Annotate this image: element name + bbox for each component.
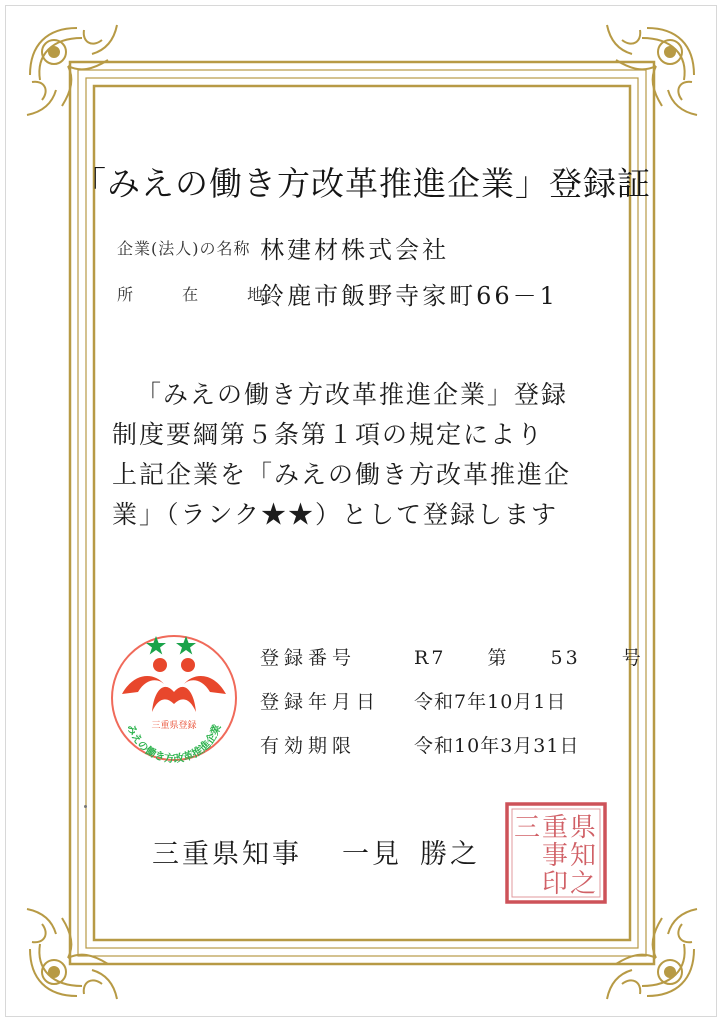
expiry-date-row (260, 730, 644, 774)
signature-line (152, 832, 480, 871)
address-value: 鈴鹿市飯野寺家町66－1 (260, 282, 558, 310)
address-row (117, 276, 558, 311)
signer-given-name: 勝之 (420, 839, 480, 870)
registration-date-value: 令和7年10月1日 (414, 691, 567, 713)
registration-date-row (260, 686, 644, 730)
emblem-ring-text: みえの働き方改革推進企業 (124, 723, 224, 764)
svg-text:県: 県 (569, 813, 597, 843)
registration-date-label: 登録年月日 (260, 691, 381, 713)
svg-text:印: 印 (541, 869, 569, 899)
body-line: 「みえの働き方改革推進企業」登録 (136, 380, 569, 409)
svg-text:知: 知 (569, 841, 597, 871)
registration-emblem-logo (108, 632, 240, 764)
certificate-title: 「みえの働き方改革推進企業」登録証 (73, 164, 651, 203)
registration-number-value: R7 第 53 号 (414, 647, 644, 669)
registration-number-row (260, 642, 644, 686)
body-line: 業」（ランク★★）として登録します (112, 500, 559, 529)
corner-ornament-bottom-right (592, 894, 702, 1004)
svg-text:三: 三 (513, 813, 541, 843)
official-seal-stamp (503, 800, 609, 906)
registration-number-label: 登録番号 (260, 647, 357, 669)
corner-ornament-top-right (592, 20, 702, 130)
expiry-date-value: 令和10年3月31日 (414, 735, 580, 757)
registration-details (260, 642, 644, 774)
corner-ornament-bottom-left (22, 894, 132, 1004)
corner-ornament-top-left (22, 20, 132, 130)
stray-mark (84, 805, 87, 808)
company-label: 企業(法人)の名称 (117, 239, 251, 258)
signer-family-name: 一見 (342, 839, 402, 870)
certificate-body (112, 375, 612, 535)
expiry-date-label: 有効期限 (260, 735, 357, 757)
svg-text:事: 事 (541, 841, 569, 871)
emblem-top-text: 三重県登録 (151, 720, 197, 730)
signer-title: 三重県知事 (152, 839, 302, 870)
svg-text:之: 之 (569, 869, 597, 899)
svg-text:重: 重 (541, 813, 569, 843)
company-name: 林建材株式会社 (260, 236, 450, 264)
body-line: 制度要綱第５条第１項の規定により (112, 420, 545, 449)
address-label: 所 在 地 (117, 285, 286, 304)
company-row (117, 230, 449, 265)
body-line: 上記企業を「みえの働き方改革推進企 (112, 460, 572, 489)
